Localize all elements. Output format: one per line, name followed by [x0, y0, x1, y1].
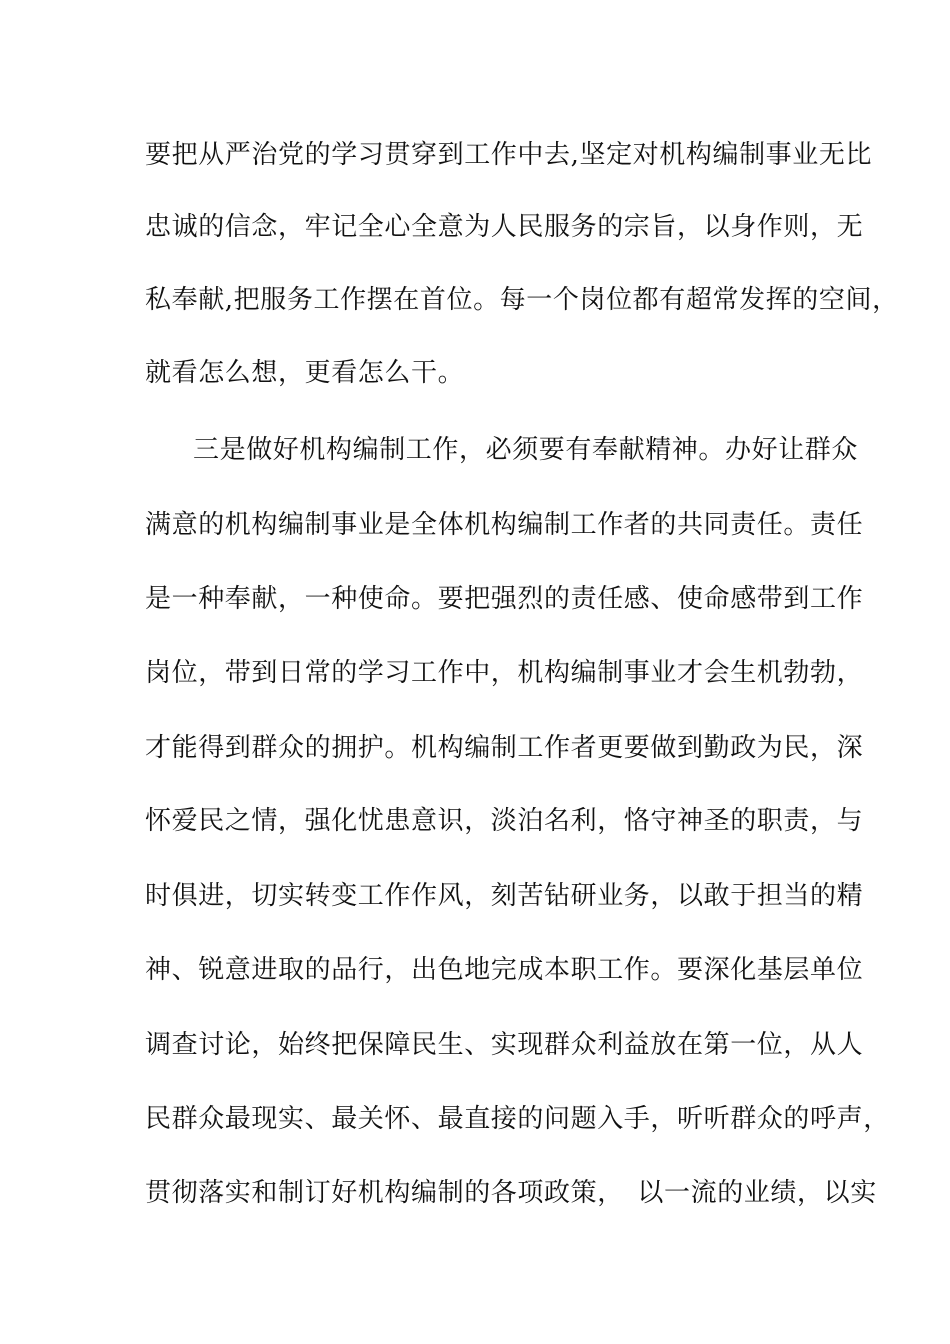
text-line: 调查讨论，始终把保障民生、实现群众利益放在第一位，从人 — [145, 1030, 864, 1060]
text-line: 满意的机构编制事业是全体机构编制工作者的共同责任。责任 — [145, 510, 864, 540]
paragraph-first-line: 三是做好机构编制工作，必须要有奉献精神。办好让群众 — [193, 435, 859, 465]
text-line: 忠诚的信念，牢记全心全意为人民服务的宗旨，以身作则，无 — [145, 212, 864, 242]
text-line: 贯彻落实和制订好机构编制的各项政策， 以一流的业绩，以实 — [145, 1178, 877, 1208]
text-line: 是一种奉献，一种使命。要把强烈的责任感、使命感带到工作 — [145, 584, 864, 614]
text-line: 岗位，带到日常的学习工作中，机构编制事业才会生机勃勃， — [145, 658, 864, 688]
text-line: 要把从严治党的学习贯穿到工作中去,坚定对机构编制事业无比 — [145, 140, 873, 170]
text-line: 才能得到群众的拥护。机构编制工作者更要做到勤政为民，深 — [145, 733, 864, 763]
text-line: 民群众最现实、最关怀、最直接的问题入手，听听群众的呼声， — [145, 1104, 890, 1134]
text-line: 怀爱民之情，强化忧患意识，淡泊名利，恪守神圣的职责，与 — [145, 806, 864, 836]
text-line: 私奉献,把服务工作摆在首位。每一个岗位都有超常发挥的空间， — [145, 285, 899, 315]
text-line: 就看怎么想，更看怎么干。 — [145, 358, 465, 388]
text-line: 神、锐意进取的品行，出色地完成本职工作。要深化基层单位 — [145, 955, 864, 985]
text-line: 时俱进，切实转变工作作风，刻苦钻研业务，以敢于担当的精 — [145, 881, 864, 911]
